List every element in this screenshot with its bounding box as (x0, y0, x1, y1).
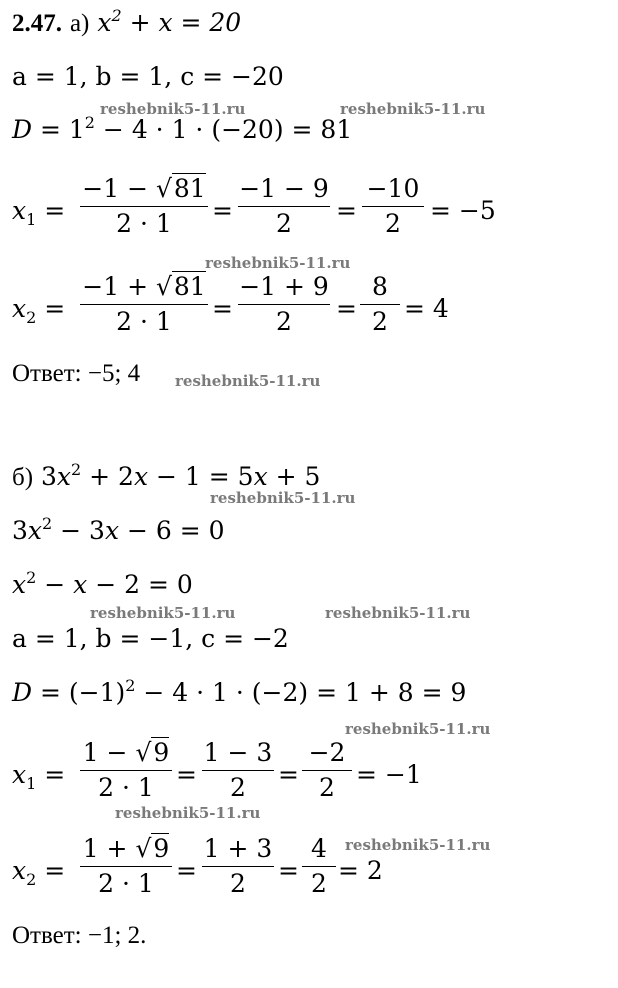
part-a-coefficients: a = 1, b = 1, c = −20 (12, 62, 284, 91)
part-a-discriminant: $D = 1^2 - 4 \cdot 1 \cdot (-20) = 81$ (12, 113, 353, 144)
equals-sign: = (336, 294, 357, 323)
part-a-x1-frac2 (238, 172, 330, 241)
fraction-denominator: 2 · 1 (98, 869, 154, 898)
part-b-x1-frac3 (302, 736, 352, 805)
part-a-x1-var: $x_1$ = (12, 196, 66, 229)
fraction-denominator: 2 · 1 (98, 773, 154, 802)
equals-sign: = (212, 196, 233, 225)
fraction-numerator: 1 + √9 (82, 834, 170, 863)
fraction-numerator: 4 (311, 834, 327, 863)
watermark: reshebnik5-11.ru (175, 372, 321, 390)
fraction-denominator: 2 (372, 307, 388, 336)
equals-sign: = (336, 196, 357, 225)
part-b-label: б) (12, 464, 34, 491)
fraction-numerator: −10 (366, 174, 420, 203)
fraction-denominator: 2 (276, 209, 292, 238)
equals-sign: = (278, 760, 299, 789)
fraction-denominator: 2 (385, 209, 401, 238)
fraction-numerator: 1 + 3 (203, 834, 273, 863)
part-b-x2-frac2 (202, 832, 274, 901)
fraction-denominator: 2 (319, 773, 335, 802)
fraction-numerator: −2 (308, 738, 346, 767)
watermark: reshebnik5-11.ru (90, 604, 236, 622)
part-b-x2-frac1 (80, 832, 172, 901)
fraction-denominator: 2 (230, 869, 246, 898)
part-a-x2-frac1 (80, 270, 208, 339)
watermark: reshebnik5-11.ru (325, 604, 471, 622)
watermark: reshebnik5-11.ru (210, 489, 356, 507)
part-b-x2-result: = 2 (338, 856, 383, 885)
equals-sign: = (212, 294, 233, 323)
fraction-denominator: 2 · 1 (116, 307, 172, 336)
part-a-equation: $x^2 + x = 20$ (97, 6, 242, 37)
fraction-numerator: −1 + √81 (82, 272, 206, 301)
fraction-numerator: −1 − √81 (82, 174, 206, 203)
fraction-denominator: 2 (230, 773, 246, 802)
watermark: reshebnik5-11.ru (340, 100, 486, 118)
part-a-x1-result: = −5 (430, 196, 496, 225)
part-b-equation: $3x^2 + 2x - 1 = 5x + 5$ (41, 460, 321, 491)
part-b-x1-result: = −1 (356, 760, 422, 789)
problem-header (12, 8, 241, 39)
problem-number: 2.47. (12, 10, 62, 37)
part-a-x2-result: = 4 (404, 294, 449, 323)
part-b-answer (12, 920, 146, 951)
part-b-discriminant: $D = (-1)^2 - 4 \cdot 1 \cdot (-2) = 1 + 8 = 9$ (12, 676, 467, 707)
watermark: reshebnik5-11.ru (115, 804, 261, 822)
part-b-step1: $3x^2 - 3x - 6 = 0$ (12, 514, 225, 545)
part-a-x2-var: $x_2$ = (12, 294, 66, 327)
fraction-numerator: −1 + 9 (239, 272, 329, 301)
part-b-x2-frac3 (302, 832, 336, 901)
part-b-x2-var: $x_2$ = (12, 856, 66, 889)
equals-sign: = (278, 856, 299, 885)
part-a-answer (12, 358, 140, 389)
part-a-x2-frac2 (238, 270, 330, 339)
fraction-denominator: 2 (276, 307, 292, 336)
fraction-numerator: 8 (372, 272, 388, 301)
watermark: reshebnik5-11.ru (205, 254, 351, 272)
watermark: reshebnik5-11.ru (345, 836, 491, 854)
watermark: reshebnik5-11.ru (100, 100, 246, 118)
fraction-numerator: 1 − 3 (203, 738, 273, 767)
watermark: reshebnik5-11.ru (345, 720, 491, 738)
part-b-step2: $x^2 - x - 2 = 0$ (12, 568, 193, 599)
fraction-denominator: 2 (311, 869, 327, 898)
fraction-numerator: 1 − √9 (82, 738, 170, 767)
part-a-x2-frac3 (360, 270, 400, 339)
part-a-label: а) (69, 10, 90, 37)
part-a-x1-frac3 (362, 172, 424, 241)
part-b-x1-frac1 (80, 736, 172, 805)
answer-text: Ответ: −5; 4 (12, 360, 141, 387)
part-a-x1-frac1 (80, 172, 208, 241)
fraction-denominator: 2 · 1 (116, 209, 172, 238)
fraction-numerator: −1 − 9 (239, 174, 329, 203)
part-b-x1-frac2 (202, 736, 274, 805)
equals-sign: = (176, 760, 197, 789)
answer-text: Ответ: −1; 2. (12, 922, 147, 949)
part-b-x1-var: $x_1$ = (12, 760, 66, 793)
part-b-coefficients: a = 1, b = −1, c = −2 (12, 624, 289, 653)
equals-sign: = (176, 856, 197, 885)
